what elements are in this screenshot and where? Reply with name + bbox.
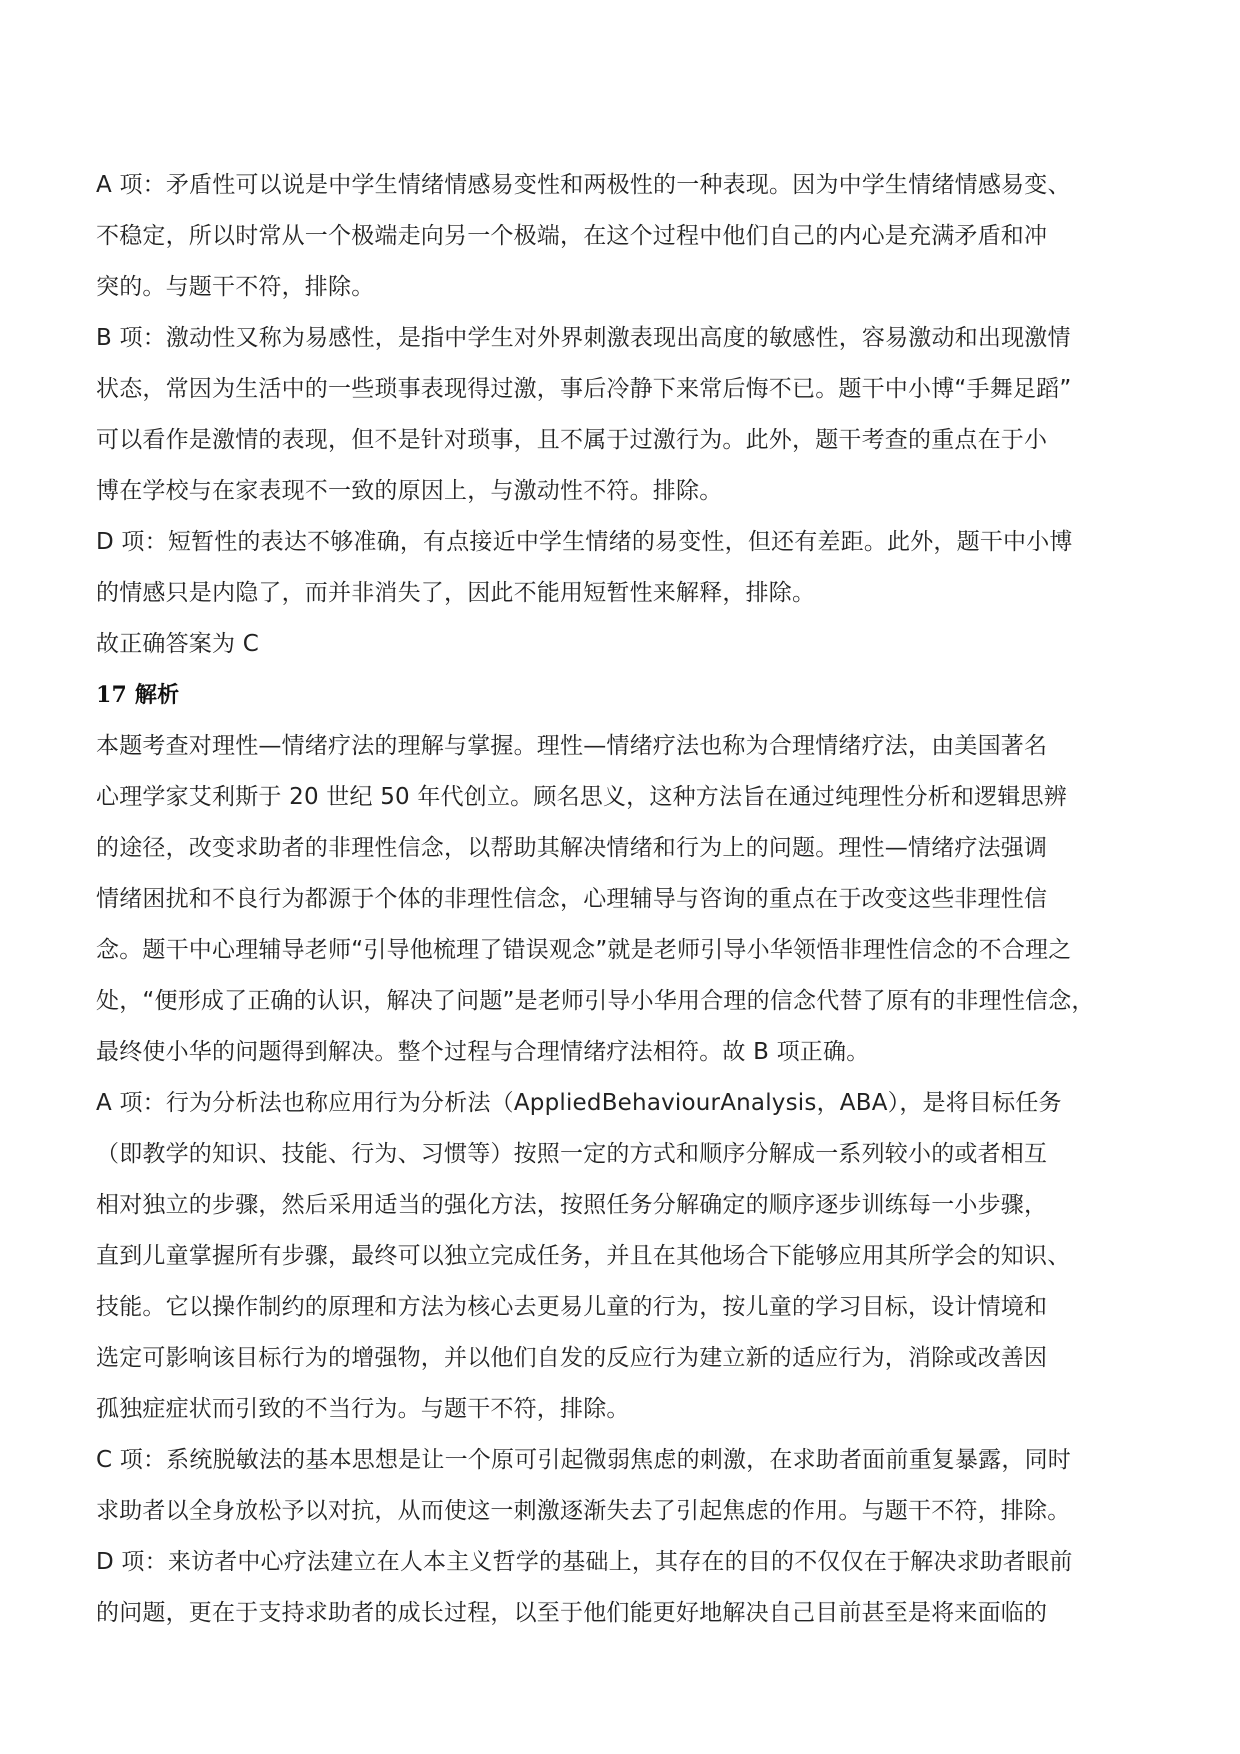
option-a-explanation-q17: [96, 1078, 1166, 1435]
text-line: 求助者以全身放松予以对抗，从而使这一刺激逐渐失去了引起焦虑的作用。与题干不符，排除。: [96, 1498, 1071, 1524]
text-line: 本题考查对理性—情绪疗法的理解与掌握。理性—情绪疗法也称为合理情绪疗法，由美国著名: [96, 733, 1048, 759]
section-heading-q17: 17 解析: [96, 682, 180, 708]
option-a-explanation-q16: [96, 160, 1166, 313]
option-d-explanation-q17: [96, 1537, 1166, 1639]
text-line: A 项：矛盾性可以说是中学生情绪情感易变性和两极性的一种表现。因为中学生情绪情感易变、: [96, 172, 1071, 198]
text-line: 最终使小华的问题得到解决。整个过程与合理情绪疗法相符。故 B 项正确。: [96, 1039, 870, 1065]
text-line: 可以看作是激情的表现，但不是针对琐事，且不属于过激行为。此外，题干考查的重点在于小: [96, 427, 1048, 453]
text-line: D 项：短暂性的表达不够准确，有点接近中学生情绪的易变性，但还有差距。此外，题干中小博: [96, 529, 1073, 555]
text-line: 选定可影响该目标行为的增强物，并以他们自发的反应行为建立新的适应行为，消除或改善因: [96, 1345, 1048, 1371]
text-line: 不稳定，所以时常从一个极端走向另一个极端，在这个过程中他们自己的内心是充满矛盾和冲: [96, 223, 1048, 249]
option-c-explanation-q17: [96, 1435, 1166, 1537]
text-line: 突的。与题干不符，排除。: [96, 274, 375, 300]
text-line: 相对独立的步骤，然后采用适当的强化方法，按照任务分解确定的顺序逐步训练每一小步骤，: [96, 1192, 1048, 1218]
option-d-explanation-q16: [96, 517, 1166, 619]
text-line: 情绪困扰和不良行为都源于个体的非理性信念，心理辅导与咨询的重点在于改变这些非理性信: [96, 886, 1048, 912]
text-line: D 项：来访者中心疗法建立在人本主义哲学的基础上，其存在的目的不仅仅在于解决求助者眼前: [96, 1549, 1073, 1575]
text-line: C 项：系统脱敏法的基本思想是让一个原可引起微弱焦虑的刺激，在求助者面前重复暴露，同时: [96, 1447, 1071, 1473]
page-content: [96, 160, 1166, 1639]
text-line: 的途径，改变求助者的非理性信念，以帮助其解决情绪和行为上的问题。理性—情绪疗法强调: [96, 835, 1048, 861]
text-line: 状态，常因为生活中的一些琐事表现得过激，事后冷静下来常后悔不已。题干中小博“手舞足蹈”: [96, 376, 1072, 402]
text-line: 博在学校与在家表现不一致的原因上，与激动性不符。排除。: [96, 478, 723, 504]
text-line: （即教学的知识、技能、行为、习惯等）按照一定的方式和顺序分解成一系列较小的或者相互: [96, 1141, 1048, 1167]
intro-explanation-q17: [96, 721, 1166, 1078]
text-line: 孤独症症状而引致的不当行为。与题干不符，排除。: [96, 1396, 630, 1422]
text-line: 技能。它以操作制约的原理和方法为核心去更易儿童的行为，按儿童的学习目标，设计情境和: [96, 1294, 1048, 1320]
option-b-explanation-q16: [96, 313, 1166, 517]
text-line: 直到儿童掌握所有步骤，最终可以独立完成任务，并且在其他场合下能够应用其所学会的知识、: [96, 1243, 1071, 1269]
text-line: A 项：行为分析法也称应用行为分析法（AppliedBehaviourAnalysis，ABA），是将目标任务: [96, 1090, 1062, 1116]
text-line: 念。题干中心理辅导老师“引导他梳理了错误观念”就是老师引导小华领悟非理性信念的不合理之: [96, 937, 1072, 963]
text-line: 的情感只是内隐了，而并非消失了，因此不能用短暂性来解释，排除。: [96, 580, 816, 606]
text-line: B 项：激动性又称为易感性，是指中学生对外界刺激表现出高度的敏感性，容易激动和出现激情: [96, 325, 1071, 351]
text-line: 心理学家艾利斯于 20 世纪 50 年代创立。顾名思义，这种方法旨在通过纯理性分析和逻辑思辨: [96, 784, 1067, 810]
text-line: 处，“便形成了正确的认识，解决了问题”是老师引导小华用合理的信念代替了原有的非理性信念，: [96, 988, 1095, 1014]
text-line: 的问题，更在于支持求助者的成长过程，以至于他们能更好地解决自己目前甚至是将来面临的: [96, 1600, 1048, 1626]
answer-line-q16: 故正确答案为 C: [96, 631, 259, 657]
